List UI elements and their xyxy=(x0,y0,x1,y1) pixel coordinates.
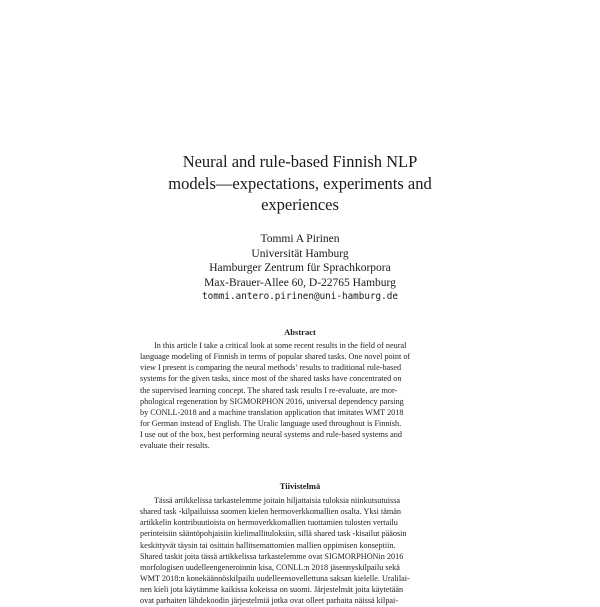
tiivistelma-line: shared task -kilpailuissa suomen kielen hermoverkkomallien osalta. Yksi tämän xyxy=(140,507,401,517)
author-name: Tommi A Pirinen xyxy=(260,233,340,245)
tiivistelma-body xyxy=(140,495,463,607)
affiliation-line: Hamburger Zentrum für Sprachkorpora xyxy=(209,262,391,274)
abstract-heading: Abstract xyxy=(284,327,316,337)
abstract-line: evaluate their results. xyxy=(140,441,210,451)
abstract-line: systems for the given tasks, since most of the shared tasks have concentrated on xyxy=(140,374,402,384)
abstract-line: phological regeneration by SIGMORPHON 2016, universal dependency parsing xyxy=(140,396,404,406)
title-line: experiences xyxy=(261,195,339,214)
author-email[interactable]: tommi.antero.pirinen@uni-hamburg.de xyxy=(202,291,398,302)
tiivistelma-line: ovat parhaiten lähdekoodin järjestelmiä jotka ovat olleet parhaita näissä kilpai- xyxy=(140,596,399,606)
tiivistelma-heading: Tiivistelmä xyxy=(279,481,321,491)
tiivistelma-line: nen kieli jota käytämme kaikissa kokeissa on suomi. Järjestelmät joita käytetään xyxy=(140,585,404,595)
abstract-line: In this article I take a critical look at some recent results in the field of neural xyxy=(154,341,407,350)
abstract-body xyxy=(140,340,463,452)
abstract-line: language modeling of Finnish in terms of popular shared tasks. One novel point of xyxy=(140,352,411,362)
affiliation-line: Max-Brauer-Allee 60, D-22765 Hamburg xyxy=(204,276,396,289)
tiivistelma-line: perinteisiin sääntöpohjaisiin kielimallituloksiin, sillä shared task -kisailut pääosin xyxy=(140,529,407,539)
title-line: models—expectations, experiments and xyxy=(168,173,432,193)
tiivistelma-line: Shared taskit joita tässä artikkelissa tarkastelemme ovat SIGMORPHONin 2016 xyxy=(140,551,404,561)
abstract-line: the supervised learning concept. The shared task results I re-evaluate, are mor- xyxy=(140,385,398,395)
abstract-line: by CONLL-2018 and a machine translation application that imitates WMT 2018 xyxy=(140,407,404,417)
affiliation-line: Universität Hamburg xyxy=(251,247,349,260)
author-block xyxy=(150,232,450,305)
tiivistelma-line: morfologisen uudelleengeneroinnin kisa, CONLL:n 2018 jäsennyskilpailu sekä xyxy=(140,562,400,572)
abstract-line: for German instead of English. The Uralic language used throughout is Finnish. xyxy=(140,419,402,429)
tiivistelma-line: WMT 2018:n konekäännöskilpailu uudelleensovellettuna saksan kielelle. Uralilai- xyxy=(140,574,410,584)
paper-title xyxy=(150,151,450,216)
abstract-line: I use out of the box, best performing neural systems and rule-based systems and xyxy=(140,430,402,440)
tiivistelma-line: Tässä artikkelissa tarkastelemme joitain hiljattaisia tuloksia niinkutsutuissa xyxy=(154,496,401,505)
abstract-line: view I present is comparing the neural methods’ results to traditional rule-based xyxy=(140,363,402,373)
title-line: Neural and rule-based Finnish NLP xyxy=(182,152,418,171)
tiivistelma-line: artikkelin kontribuutioista on hermoverkkomallien tuottamien tulosten vertailu xyxy=(140,518,398,528)
tiivistelma-line: keskittyvät täysin tai osittain hallitsemattomien mallien oppimisen konseptiin. xyxy=(140,540,396,550)
